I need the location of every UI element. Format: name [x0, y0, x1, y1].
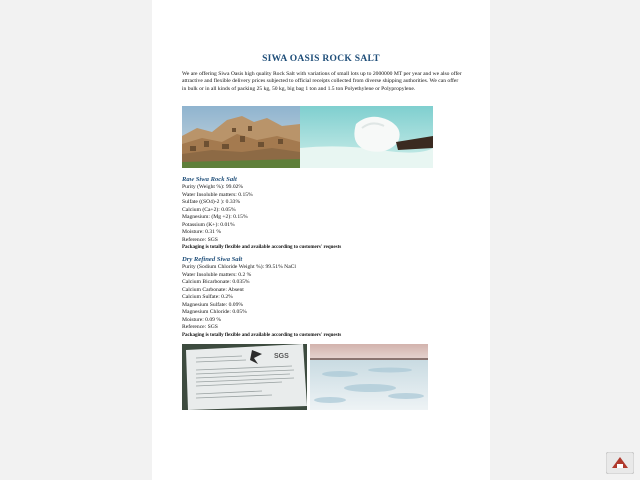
spec-item: Calcium Sulfate: 0.2% [182, 294, 233, 300]
site-logo-icon [606, 452, 634, 474]
spec-item: Magnesium: (Mg +2): 0.15% [182, 214, 248, 220]
salt-flat-photo [310, 344, 428, 410]
spec-item: Reference: SGS [182, 236, 218, 243]
salt-crystal-photo [300, 106, 433, 168]
spec-item: Calcium Bicarbonate: 0.035% [182, 279, 250, 285]
spec-item: Moisture: 0.09 % [182, 316, 221, 323]
spec-item: Magnesium Chloride: 0.05% [182, 309, 247, 315]
refined-salt-heading: Dry Refined Siwa Salt [182, 256, 243, 263]
spec-item: Moisture: 0.31 % [182, 229, 221, 235]
refined-salt-specs [182, 264, 341, 339]
spec-item: Magnesium Sulfate: 0.09% [182, 301, 244, 308]
svg-text:SGS: SGS [274, 353, 289, 360]
document-title: SIWA OASIS ROCK SALT [262, 54, 380, 64]
spec-item: Sulfate ((SO4)-2 ): 0.33% [182, 199, 241, 205]
spec-item: Purity (Sodium Chloride Weight %): 99.51% NaCl [182, 264, 296, 270]
packaging-note: Packaging is totally flexible and available according to customers' requests [182, 332, 342, 338]
spec-item: Calcium (Ca+2): 0.05% [182, 206, 236, 213]
document-page [152, 0, 490, 480]
raw-salt-specs [182, 184, 341, 252]
siwa-town-photo [182, 106, 300, 168]
sgs-certificate-photo [182, 344, 307, 410]
packaging-note: Packaging is totally flexible and available according to customers' requests [182, 245, 342, 250]
spec-item: Reference: SGS [182, 324, 218, 330]
spec-item: Water Insoluble matters: 0.2 % [182, 271, 252, 278]
spec-item: Calcium Carbonate: Absent [182, 286, 244, 293]
spec-item: Potassium (K+): 0.01% [182, 221, 235, 228]
spec-item: Water Insoluble matters: 0.15% [182, 191, 253, 198]
raw-salt-heading: Raw Siwa Rock Salt [182, 176, 237, 183]
spec-item: Purity (Weight %): 99.02% [182, 184, 244, 190]
intro-paragraph: We are offering Siwa Oasis high quality Rock Salt with variations of small lots up to 2000000 MT per year and we also offer attractive and flexible delivery prices subjected to official receipts collected from diverse shipping authorities. We can offer in bulk or in all kinds of packing 25 kg, 50 kg, big bag 1 ton and 1.5 ton Polyethylene or Polypropylene. [182, 71, 462, 92]
